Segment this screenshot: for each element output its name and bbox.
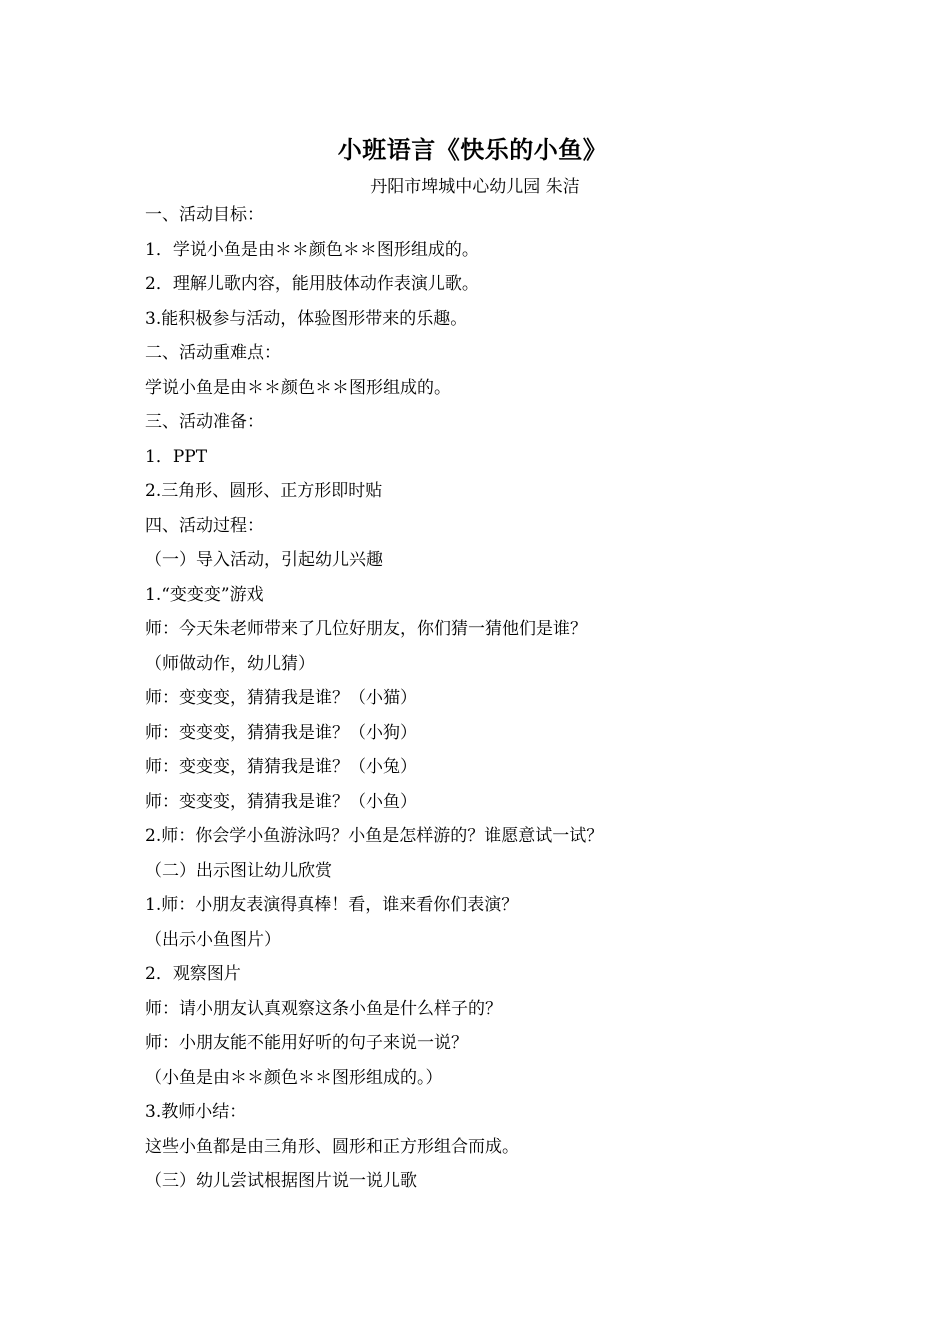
- text-line: 四、活动过程：: [145, 515, 264, 536]
- text-line: 师：变变变，猜猜我是谁？（小兔）: [145, 757, 417, 777]
- text-line: 师：变变变，猜猜我是谁？（小猫）: [145, 688, 417, 708]
- text-line: 一、活动目标：: [145, 205, 264, 225]
- text-line: 师：变变变，猜猜我是谁？（小鱼）: [145, 791, 417, 812]
- text-line: 1．PPT: [145, 446, 208, 467]
- text-line: （二）出示图让幼儿欣赏: [145, 860, 332, 881]
- text-line: 这些小鱼都是由三角形、圆形和正方形组合而成。: [145, 1136, 519, 1157]
- text-line: 三、活动准备：: [145, 412, 264, 432]
- text-line: 2.师：你会学小鱼游泳吗？小鱼是怎样游的？谁愿意试一试？: [145, 826, 604, 846]
- text-line: 1.师：小朋友表演得真棒！看，谁来看你们表演？: [145, 895, 519, 915]
- text-line: 1．学说小鱼是由＊＊颜色＊＊图形组成的。: [145, 239, 479, 260]
- text-line: 师：请小朋友认真观察这条小鱼是什么样子的？: [145, 998, 502, 1019]
- document-body: [145, 198, 805, 1199]
- text-line: 师：小朋友能不能用好听的句子来说一说？: [145, 1033, 468, 1053]
- text-line: 二、活动重难点：: [145, 343, 281, 363]
- document-author: 丹阳市埤城中心幼儿园 朱洁: [370, 177, 580, 197]
- text-line: 师：今天朱老师带来了几位好朋友，你们猜一猜他们是谁？: [145, 619, 587, 639]
- text-line: 1.“变变变”游戏: [145, 584, 264, 605]
- text-line: 2．观察图片: [145, 964, 241, 984]
- text-line: （一）导入活动，引起幼儿兴趣: [145, 550, 383, 570]
- text-line: 3.能积极参与活动，体验图形带来的乐趣。: [145, 308, 468, 329]
- text-line: （三）幼儿尝试根据图片说一说儿歌: [145, 1171, 417, 1191]
- text-line: 2．理解儿歌内容，能用肢体动作表演儿歌。: [145, 274, 479, 294]
- document-title: 小班语言《快乐的小鱼》: [337, 136, 608, 164]
- text-line: （小鱼是由＊＊颜色＊＊图形组成的。）: [145, 1067, 443, 1088]
- text-line: 学说小鱼是由＊＊颜色＊＊图形组成的。: [145, 377, 451, 398]
- text-line: 2.三角形、圆形、正方形即时贴: [145, 481, 383, 501]
- text-line: 3.教师小结：: [145, 1102, 247, 1122]
- text-line: （出示小鱼图片）: [145, 929, 281, 950]
- text-line: （师做动作，幼儿猜）: [145, 653, 315, 674]
- text-line: 师：变变变，猜猜我是谁？（小狗）: [145, 722, 417, 743]
